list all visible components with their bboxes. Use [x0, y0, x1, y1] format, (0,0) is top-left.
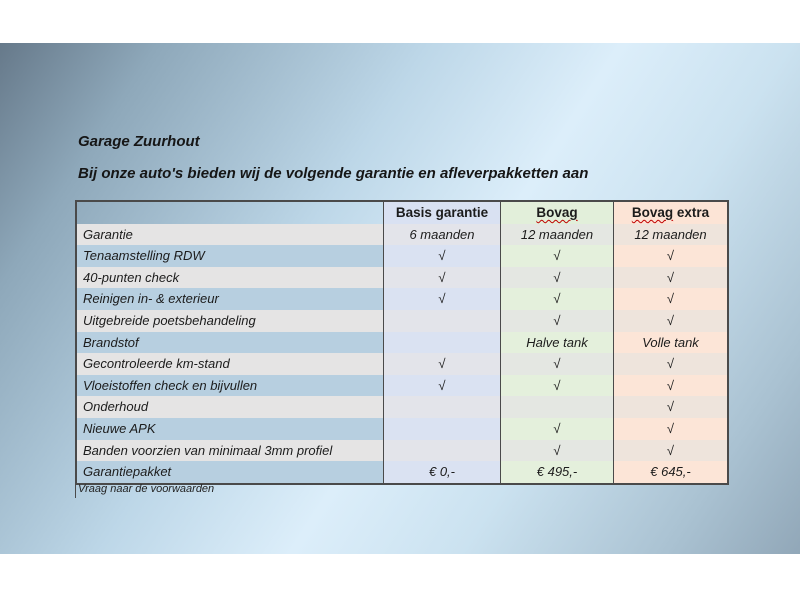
value-cell	[501, 396, 614, 418]
value-cell	[384, 310, 501, 332]
value-cell: Volle tank	[614, 332, 727, 354]
feature-cell: Gecontroleerde km-stand	[77, 353, 384, 375]
value-cell: √	[501, 310, 614, 332]
value-cell: Halve tank	[501, 332, 614, 354]
footnote: Vraag naar de voorwaarden	[75, 481, 214, 498]
feature-cell: 40-punten check	[77, 267, 384, 289]
page-subtitle: Bij onze auto's bieden wij de volgende garantie en afleverpakketten aan	[78, 165, 589, 182]
table-row	[77, 396, 727, 418]
table-row	[77, 332, 727, 354]
page-title: Garage Zuurhout	[78, 133, 200, 150]
value-cell: √	[384, 267, 501, 289]
value-cell	[384, 396, 501, 418]
table-row	[77, 310, 727, 332]
feature-cell: Nieuwe APK	[77, 418, 384, 440]
value-cell: √	[384, 245, 501, 267]
table-row	[77, 245, 727, 267]
feature-cell: Uitgebreide poetsbehandeling	[77, 310, 384, 332]
value-cell: 12 maanden	[614, 224, 727, 246]
value-cell: √	[614, 440, 727, 462]
feature-cell: Brandstof	[77, 332, 384, 354]
value-cell: √	[501, 440, 614, 462]
feature-cell: Reinigen in- & exterieur	[77, 288, 384, 310]
feature-cell: Banden voorzien van minimaal 3mm profiel	[77, 440, 384, 462]
misspelled-word: Bovag	[536, 205, 578, 220]
value-cell: √	[614, 396, 727, 418]
value-cell: √	[614, 418, 727, 440]
feature-cell: Vloeistoffen check en bijvullen	[77, 375, 384, 397]
value-cell: √	[614, 353, 727, 375]
table-row	[77, 461, 727, 483]
header-cell: Basis garantie	[384, 202, 501, 224]
table-header-row	[77, 202, 727, 224]
value-cell: √	[384, 353, 501, 375]
value-cell	[384, 332, 501, 354]
value-cell: € 645,-	[614, 461, 727, 483]
feature-cell: Onderhoud	[77, 396, 384, 418]
value-cell: √	[501, 288, 614, 310]
value-cell: √	[384, 288, 501, 310]
header-cell	[614, 202, 727, 224]
header-cell	[501, 202, 614, 224]
feature-cell: Tenaamstelling RDW	[77, 245, 384, 267]
value-cell: √	[614, 267, 727, 289]
value-cell: √	[501, 267, 614, 289]
value-cell: € 0,-	[384, 461, 501, 483]
feature-cell: Garantie	[77, 224, 384, 246]
warranty-table	[75, 200, 729, 485]
value-cell: € 495,-	[501, 461, 614, 483]
table-row	[77, 440, 727, 462]
table-row	[77, 267, 727, 289]
value-cell: √	[614, 375, 727, 397]
value-cell: √	[614, 310, 727, 332]
table-row	[77, 224, 727, 246]
value-cell: √	[501, 375, 614, 397]
table-row	[77, 375, 727, 397]
value-cell	[384, 440, 501, 462]
value-cell: √	[501, 353, 614, 375]
value-cell: √	[614, 288, 727, 310]
value-cell: √	[384, 375, 501, 397]
table-row	[77, 418, 727, 440]
slide-background	[0, 43, 800, 554]
value-cell: 6 maanden	[384, 224, 501, 246]
value-cell: √	[614, 245, 727, 267]
table-row	[77, 353, 727, 375]
header-label-rest: extra	[673, 205, 710, 220]
value-cell: √	[501, 418, 614, 440]
value-cell	[384, 418, 501, 440]
table-row	[77, 288, 727, 310]
value-cell: √	[501, 245, 614, 267]
header-cell-feature	[77, 202, 384, 224]
misspelled-word: Bovag	[631, 205, 674, 220]
feature-cell: Garantiepakket	[77, 461, 384, 483]
value-cell: 12 maanden	[501, 224, 614, 246]
